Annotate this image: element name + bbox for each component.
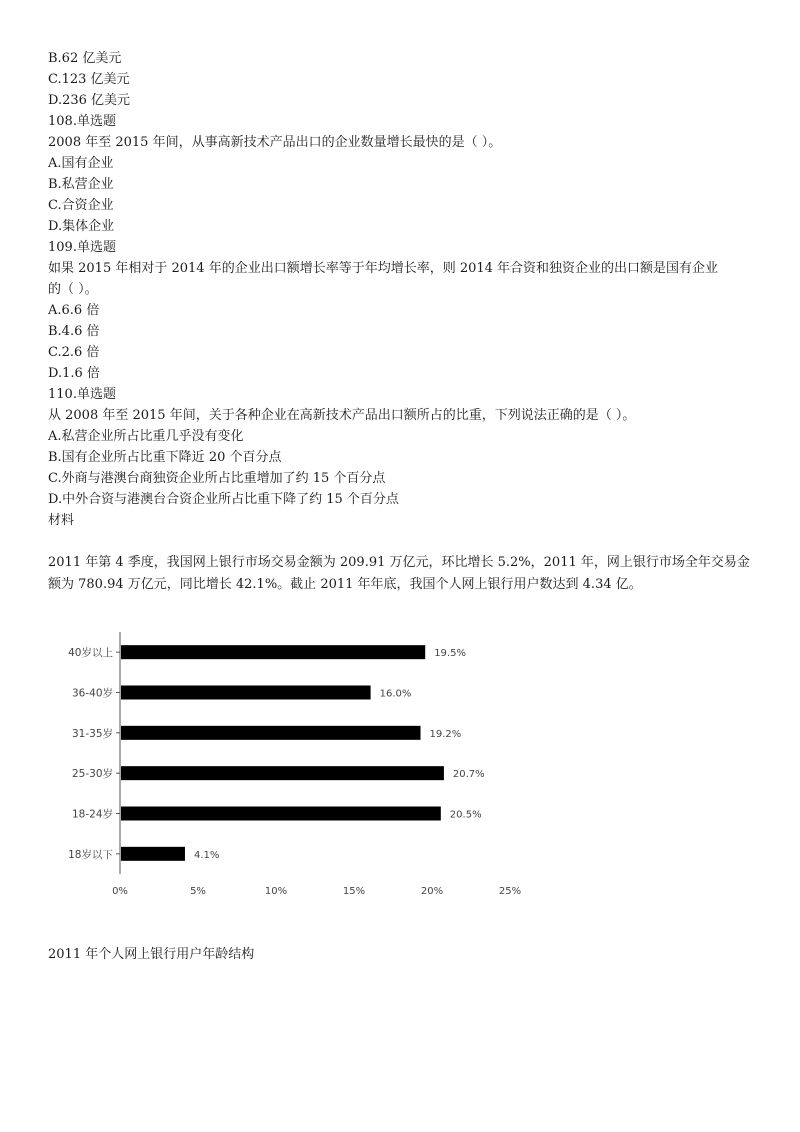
x-tick-label: 15% — [342, 886, 366, 897]
text-line: C.123 亿美元 — [48, 72, 130, 87]
category-label: 31-35岁 — [71, 727, 113, 740]
data-label: 19.2% — [429, 728, 462, 740]
x-tick-label: 5% — [190, 886, 206, 897]
text-line: 110.单选题 — [48, 387, 116, 402]
text-line: 109.单选题 — [48, 240, 116, 255]
text-line: D.中外合资与港澳台合资企业所占比重下降了约 15 个百分点 — [48, 492, 399, 507]
text-line: C.外商与港澳台商独资企业所占比重增加了约 15 个百分点 — [48, 471, 386, 486]
text-line: 材料 — [48, 513, 75, 528]
text-line: 的（ ）。 — [48, 282, 98, 297]
chart-caption: 2011 年个人网上银行用户年龄结构 — [48, 947, 255, 962]
category-label: 36-40岁 — [71, 687, 113, 700]
data-label: 16.0% — [379, 688, 412, 700]
x-tick-label: 25% — [498, 886, 522, 897]
x-tick-label: 0% — [112, 886, 128, 897]
age-structure-bar-chart — [40, 622, 540, 912]
text-line: A.国有企业 — [48, 156, 114, 171]
text-line: D.236 亿美元 — [48, 93, 131, 108]
data-label: 19.5% — [434, 648, 466, 660]
text-line: A.6.6 倍 — [48, 303, 100, 318]
text-line: B.国有企业所占比重下降近 20 个百分点 — [48, 450, 282, 465]
bar — [121, 686, 371, 700]
text-line: B.4.6 倍 — [48, 324, 100, 339]
material-paragraph: 2011 年第 4 季度，我国网上银行市场交易金额为 209.91 万亿元，环比增长 5.2%，2011 年，网上银行市场全年交易金额为 780.94 万亿元，同比增长 42.1%。截止 2011 年年底，我国个人网上银行用户数达到 4.34 亿。 — [48, 555, 750, 592]
text-line: 如果 2015 年相对于 2014 年的企业出口额增长率等于年均增长率，则 2014 年合资和独资企业的出口额是国有企业 — [48, 261, 719, 276]
category-label: 18-24岁 — [71, 808, 113, 821]
text-line: A.私营企业所占比重几乎没有变化 — [48, 429, 244, 444]
bar — [121, 847, 185, 861]
text-line: C.合资企业 — [48, 198, 114, 213]
text-line: D.集体企业 — [48, 219, 115, 234]
x-tick-label: 10% — [264, 886, 288, 897]
category-label: 25-30岁 — [71, 768, 113, 781]
text-line: B.62 亿美元 — [48, 51, 122, 66]
data-label: 4.1% — [193, 849, 220, 861]
text-line: C.2.6 倍 — [48, 345, 100, 360]
data-label: 20.5% — [449, 809, 482, 821]
x-tick-label: 20% — [420, 886, 444, 897]
text-line: B.私营企业 — [48, 177, 114, 192]
text-line: D.1.6 倍 — [48, 366, 100, 381]
bar — [121, 726, 421, 740]
category-label: 40岁以上 — [68, 647, 113, 660]
text-line: 2008 年至 2015 年间，从事高新技术产品出口的企业数量增长最快的是（ ）。 — [48, 135, 502, 150]
bar — [121, 807, 441, 821]
text-line: 108.单选题 — [48, 114, 116, 129]
bar — [121, 766, 444, 780]
bar — [121, 645, 425, 659]
data-label: 20.7% — [452, 769, 485, 781]
text-line: 从 2008 年至 2015 年间，关于各种企业在高新技术产品出口额所占的比重，下列说法正确的是（ ）。 — [48, 408, 636, 423]
category-label: 18岁以下 — [68, 848, 113, 861]
